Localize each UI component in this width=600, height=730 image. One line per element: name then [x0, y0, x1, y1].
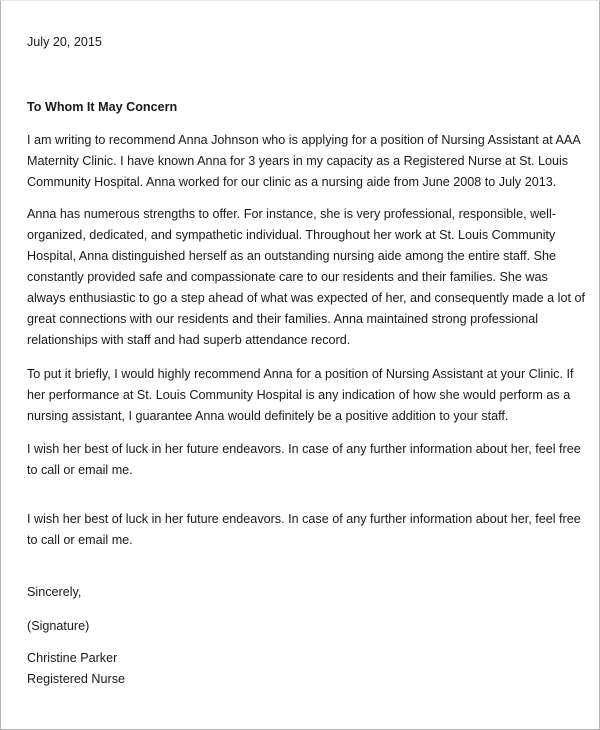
text-line: Anna has numerous strengths to offer. For instance, she is very professional, responsible, well- — [27, 207, 556, 221]
signer-block — [27, 648, 587, 690]
paragraph-wishes — [27, 439, 587, 481]
text-line: Community Hospital. Anna worked for our clinic as a nursing aide from June 2008 to July 2013. — [27, 175, 557, 189]
text-line: Maternity Clinic. I have known Anna for 3 years in my capacity as a Registered Nurse at St. Louis — [27, 154, 569, 168]
signer-name: Christine Parker — [27, 651, 118, 665]
salutation: To Whom It May Concern — [27, 100, 178, 114]
text-line: constantly provided safe and compassionate care to our residents and their families. She was — [27, 270, 548, 284]
text-line: I am writing to recommend Anna Johnson who is applying for a position of Nursing Assistant at AAA — [27, 133, 581, 147]
paragraph-strengths — [27, 204, 587, 351]
paragraph-intro — [27, 130, 587, 193]
paragraph-wishes-repeat — [27, 509, 587, 551]
text-line: To put it briefly, I would highly recommend Anna for a position of Nursing Assistant at your Clinic. If — [27, 367, 574, 381]
text-line: Hospital, Anna distinguished herself as an outstanding nursing aide among the entire staff. She — [27, 249, 557, 263]
text-line: relationships with staff and had superb attendance record. — [27, 333, 351, 347]
text-line: nursing assistant, I guarantee Anna would definitely be a positive addition to your staff. — [27, 409, 509, 423]
text-line: to call or email me. — [27, 463, 133, 477]
signature-placeholder: (Signature) — [27, 619, 90, 633]
text-line: I wish her best of luck in her future endeavors. In case of any further information about her, feel free — [27, 442, 581, 456]
text-line: organized, dedicated, and sympathetic individual. Throughout her work at St. Louis Community — [27, 228, 556, 242]
letter-date: July 20, 2015 — [27, 35, 102, 49]
text-line: great connections with our residents and their families. Anna maintained strong professional — [27, 312, 539, 326]
text-line: her performance at St. Louis Community Hospital is any indication of how she would perform as a — [27, 388, 571, 402]
text-line: to call or email me. — [27, 533, 133, 547]
paragraph-recommendation — [27, 364, 587, 427]
text-line: I wish her best of luck in her future endeavors. In case of any further information about her, feel free — [27, 512, 581, 526]
closing: Sincerely, — [27, 585, 82, 599]
signer-title: Registered Nurse — [27, 672, 125, 686]
text-line: always enthusiastic to go a step ahead of what was expected of her, and consequently made a lot of — [27, 291, 585, 305]
